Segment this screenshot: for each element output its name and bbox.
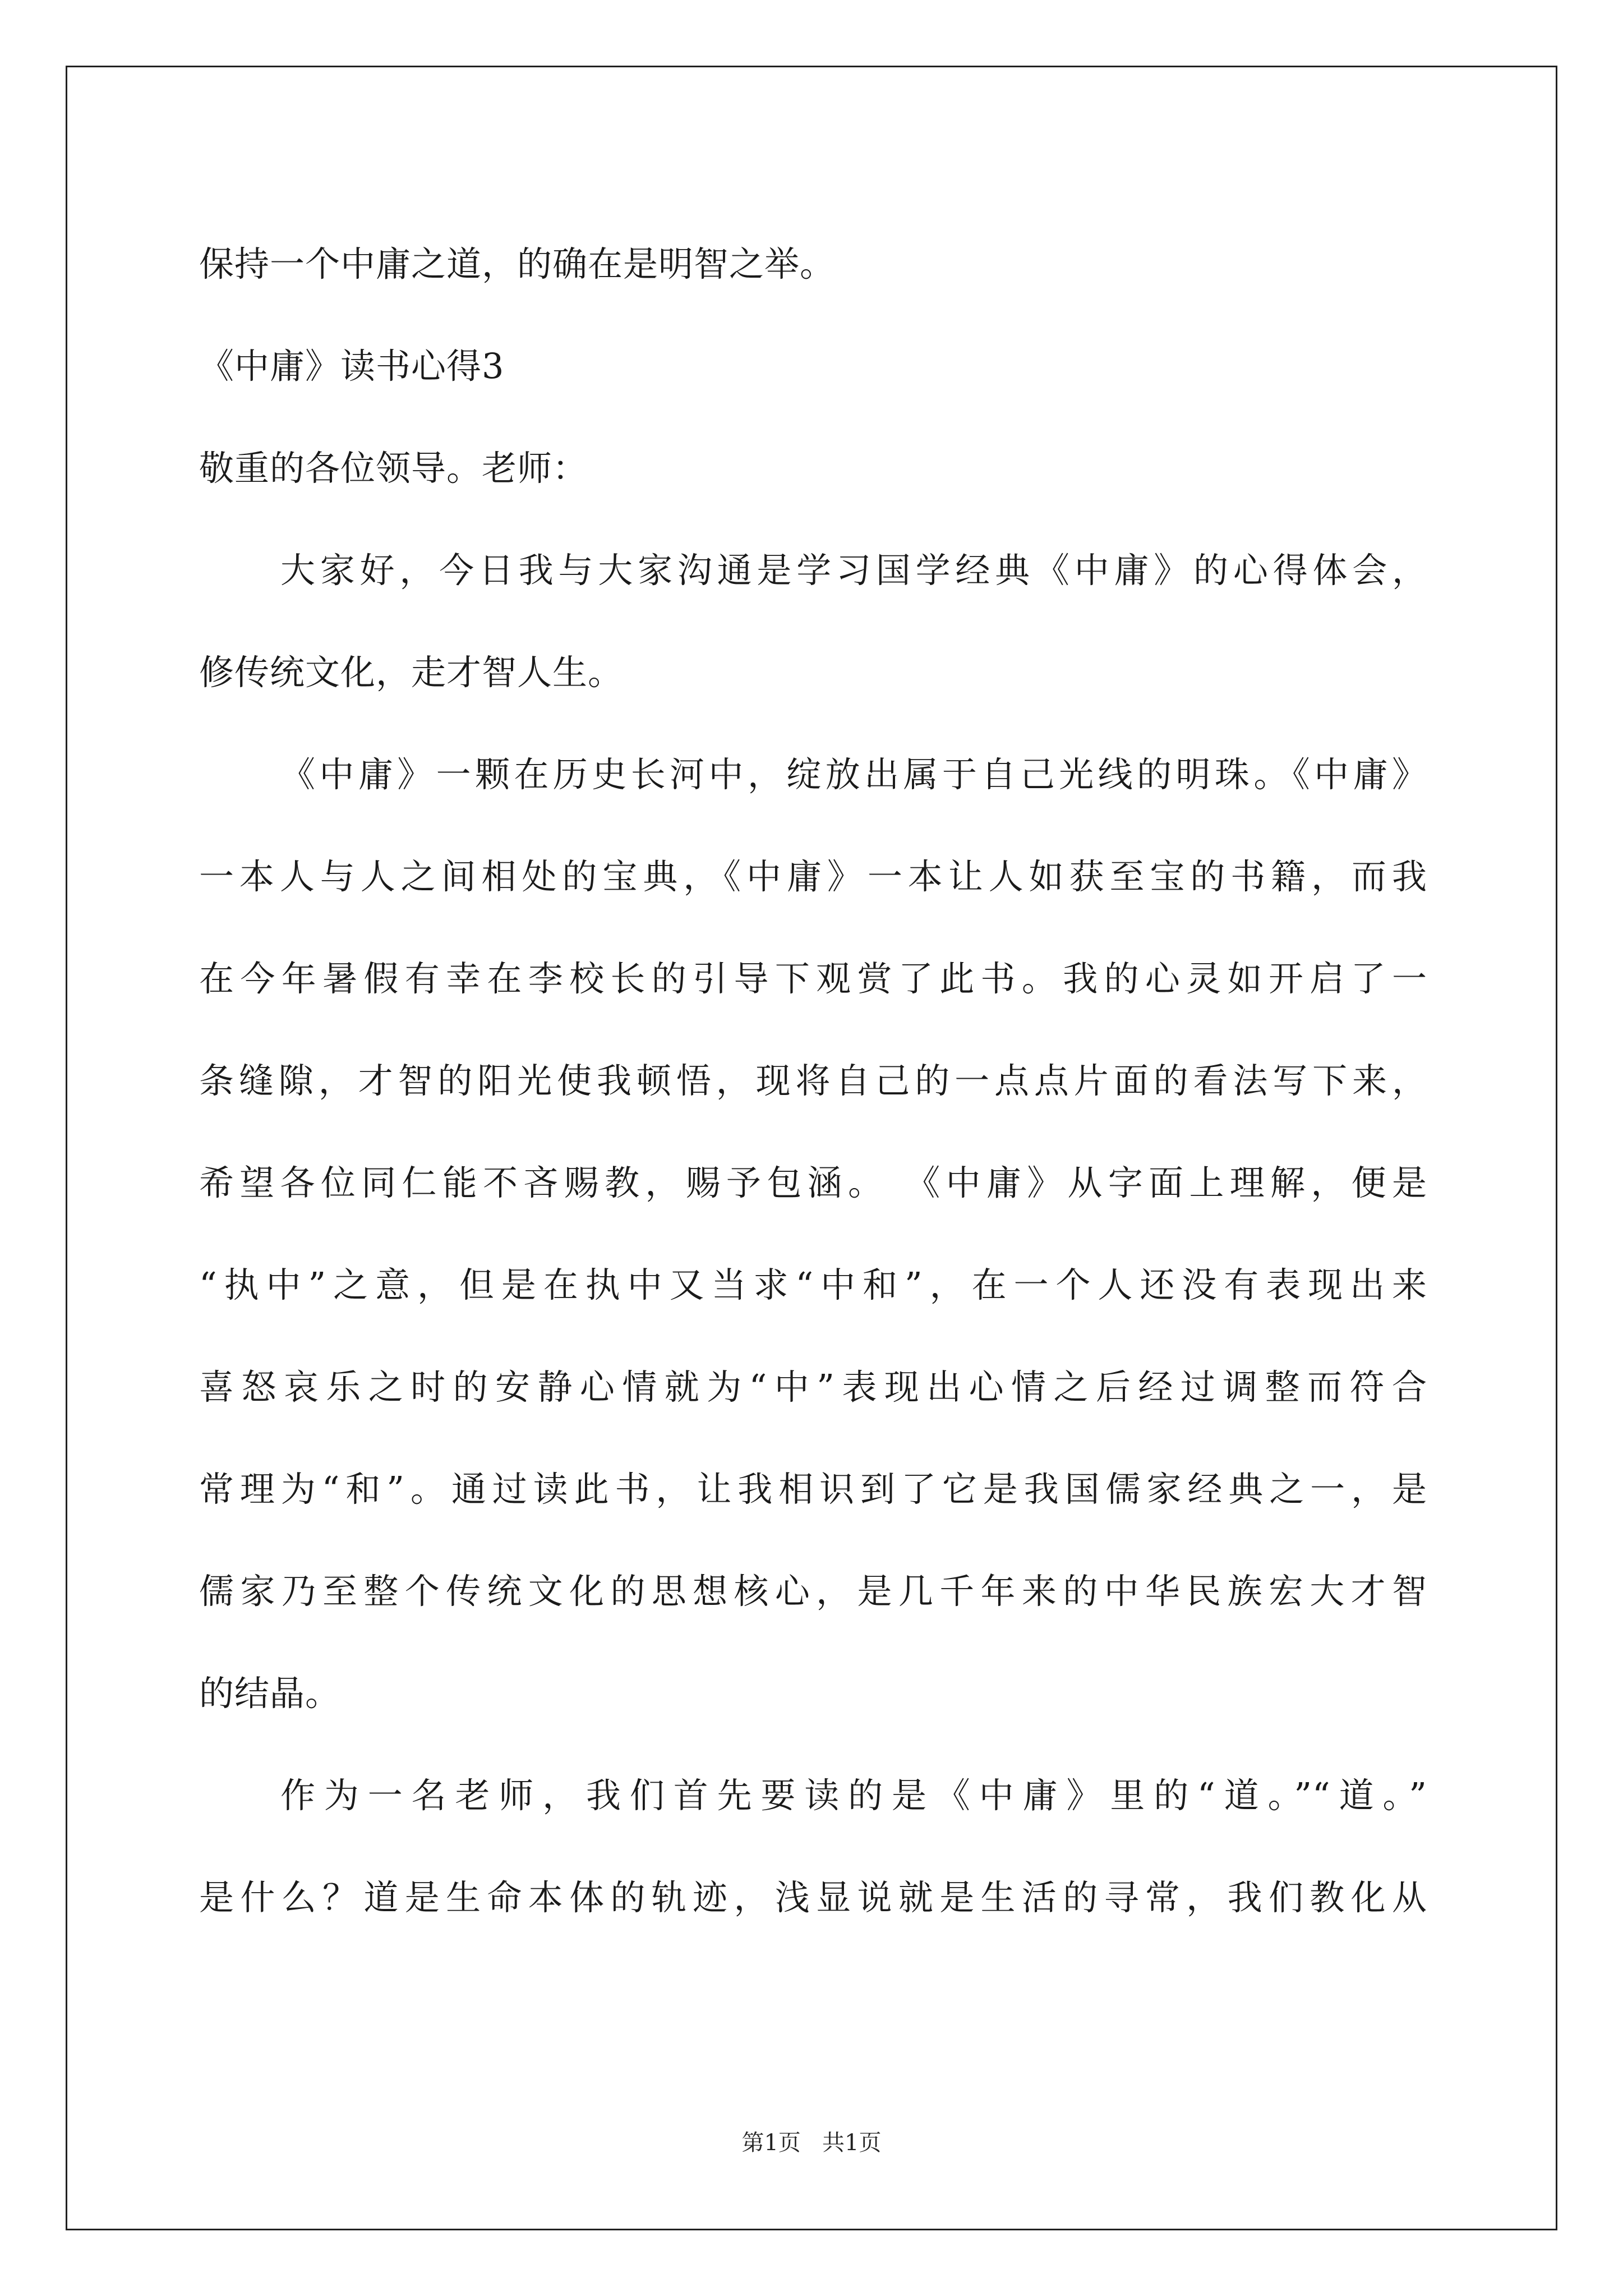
text-line: 一本人与人之间相处的宝典，《中庸》一本让人如获至宝的书籍，而我 — [199, 856, 1427, 897]
text-line: 希望各位同仁能不吝赐教，赐予包涵。 《中庸》从字面上理解，便是 — [199, 1162, 1427, 1203]
text-line: 在今年暑假有幸在李校长的引导下观赏了此书。我的心灵如开启了一 — [199, 958, 1427, 999]
text-line: 的结晶。 — [199, 1673, 341, 1714]
text-line: 是什么？道是生命本体的轨迹，浅显说就是生活的寻常，我们教化从 — [199, 1877, 1427, 1918]
text-line: 《中庸》一颗在历史长河中，绽放出属于自己光线的明珠。《中庸》 — [280, 754, 1427, 795]
text-line: 儒家乃至整个传统文化的思想核心，是几千年来的中华民族宏大才智 — [199, 1571, 1427, 1612]
text-line: 《中庸》读书心得3 — [199, 346, 505, 386]
text-line: 敬重的各位领导。老师： — [199, 448, 588, 489]
text-line: 喜怒哀乐之时的安静心情就为“中”表现出心情之后经过调整而符合 — [199, 1366, 1427, 1407]
text-line: 作为一名老师，我们首先要读的是《中庸》里的“道。”“道。” — [280, 1775, 1427, 1816]
text-line: 修传统文化，走才智人生。 — [199, 652, 624, 693]
text-line: 保持一个中庸之道，的确在是明智之举。 — [199, 243, 836, 284]
text-line: 大家好，今日我与大家沟通是学习国学经典《中庸》的心得体会， — [280, 550, 1427, 591]
text-line: “执中”之意，但是在执中又当求“中和”，在一个人还没有表现出来 — [199, 1264, 1427, 1305]
text-line: 条缝隙，才智的阳光使我顿悟，现将自己的一点点片面的看法写下来， — [199, 1060, 1427, 1101]
text-line: 常理为“和”。通过读此书，让我相识到了它是我国儒家经典之一，是 — [199, 1469, 1427, 1510]
page-footer: 第1页 共1页 — [741, 2130, 882, 2156]
document-body — [199, 213, 1427, 1949]
